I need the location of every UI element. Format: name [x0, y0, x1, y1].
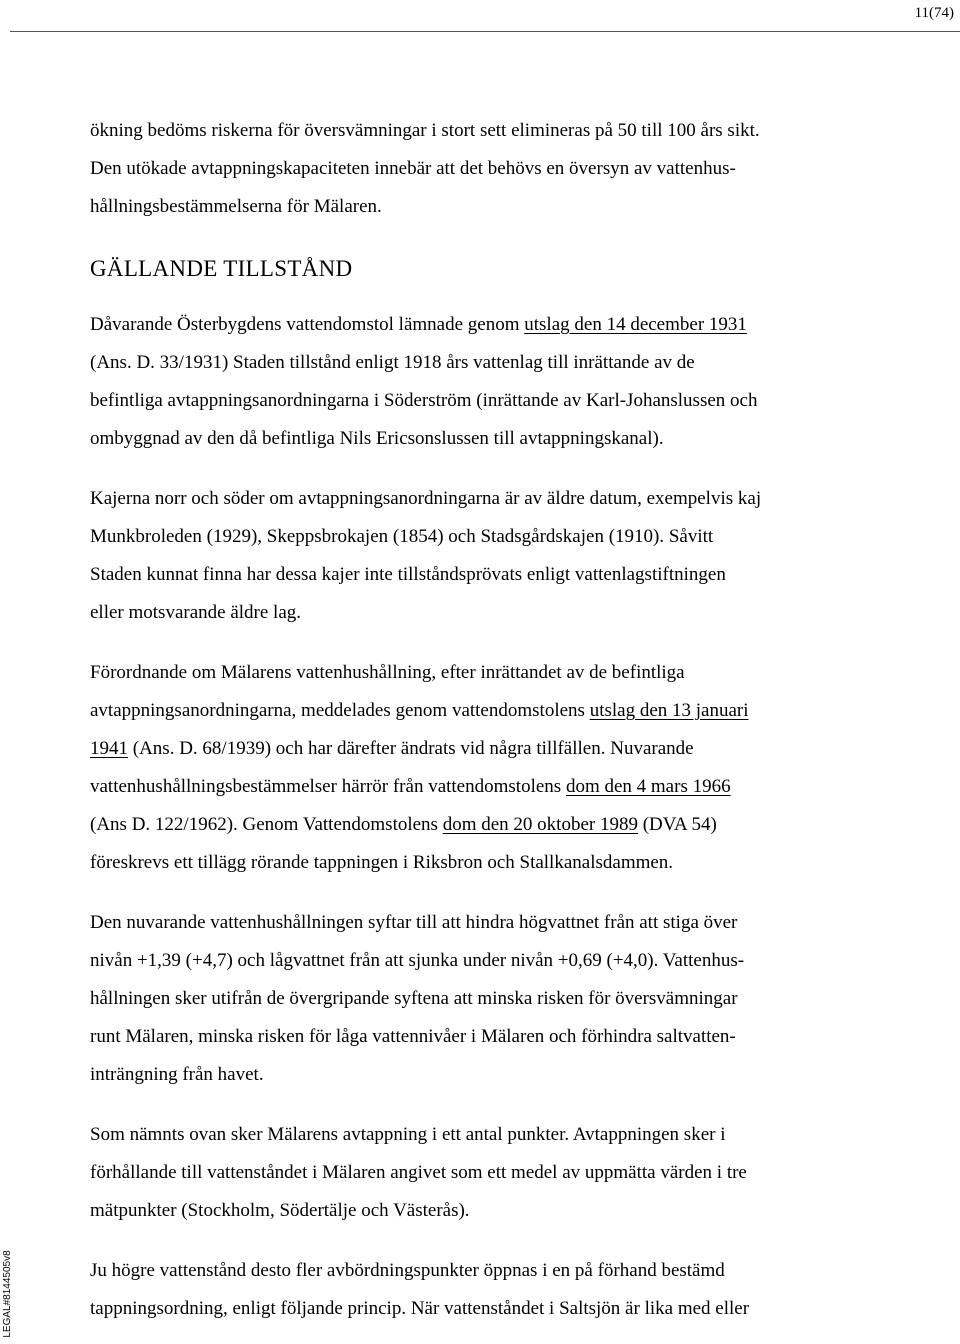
- text-line: mätpunkter (Stockholm, Södertälje och Västerås).: [90, 1200, 470, 1221]
- text-line: föreskrevs ett tillägg rörande tappningen i Riksbron och Stallkanalsdammen.: [90, 852, 674, 873]
- text-line: 1941 (Ans. D. 68/1939) och har därefter ändrats vid några tillfällen. Nuvarande: [90, 738, 694, 759]
- text-line: eller motsvarande äldre lag.: [90, 602, 302, 623]
- text-line: Ju högre vattenstånd desto fler avbördningspunkter öppnas i en på förhand bestämd: [90, 1260, 725, 1281]
- text-line: Munkbroleden (1929), Skeppsbrokajen (1854) och Stadsgårdskajen (1910). Såvitt: [90, 526, 714, 547]
- reference-link[interactable]: dom den 20 oktober 1989: [442, 814, 638, 835]
- text-line: avtappningsanordningarna, meddelades genom vattendomstolens utslag den 13 januari: [90, 700, 749, 721]
- text-line: ombyggnad av den då befintliga Nils Ericsonslussen till avtappningskanal).: [90, 428, 664, 449]
- text-line: inträngning från havet.: [90, 1064, 264, 1085]
- text-line: nivån +1,39 (+4,7) och lågvattnet från att sjunka under nivån +0,69 (+4,0). Vattenhus-: [90, 950, 745, 971]
- paragraph-regulation: [90, 654, 880, 882]
- text-line: Som nämnts ovan sker Mälarens avtappning i ett antal punkter. Avtappningen sker i: [90, 1124, 726, 1145]
- paragraph-current-management: [90, 904, 880, 1094]
- reference-link[interactable]: utslag den 13 januari: [589, 700, 749, 721]
- paragraph-tapping-order: [90, 1252, 880, 1328]
- text-line: runt Mälaren, minska risken för låga vattennivåer i Mälaren och förhindra saltvatten-: [90, 1026, 736, 1047]
- text-line: tappningsordning, enligt följande princip. När vattenståndet i Saltsjön är lika med eller: [90, 1298, 750, 1319]
- text-line: Förordnande om Mälarens vattenhushållning, efter inrättandet av de befintliga: [90, 662, 685, 683]
- text-line: hållningsbestämmelserna för Mälaren.: [90, 196, 382, 217]
- text-line: Dåvarande Österbygdens vattendomstol lämnade genom utslag den 14 december 1931: [90, 314, 747, 335]
- reference-link[interactable]: 1941: [90, 738, 128, 759]
- text-line: ökning bedöms riskerna för översvämningar i stort sett elimineras på 50 till 100 års sikt.: [90, 120, 760, 141]
- text-line: Kajerna norr och söder om avtappningsanordningarna är av äldre datum, exempelvis kaj: [90, 488, 762, 509]
- text-line: Den utökade avtappningskapaciteten innebär att det behövs en översyn av vattenhus-: [90, 158, 736, 179]
- header-rule: [10, 31, 960, 32]
- text-line: (Ans D. 122/1962). Genom Vattendomstolens dom den 20 oktober 1989 (DVA 54): [90, 814, 717, 835]
- paragraph-quays: [90, 480, 880, 632]
- text-line: hållningen sker utifrån de övergripande syftena att minska risken för översvämningar: [90, 988, 738, 1009]
- document-body: [90, 112, 880, 1328]
- text-line: Den nuvarande vattenhushållningen syftar till att hindra högvattnet från att stiga över: [90, 912, 738, 933]
- reference-link[interactable]: utslag den 14 december 1931: [524, 314, 747, 335]
- text-line: vattenhushållningsbestämmelser härrör från vattendomstolens dom den 4 mars 1966: [90, 776, 731, 797]
- text-line: (Ans. D. 33/1931) Staden tillstånd enligt 1918 års vattenlag till inrättande av de: [90, 352, 695, 373]
- intro-paragraph: [90, 112, 880, 226]
- text-line: Staden kunnat finna har dessa kajer inte tillståndsprövats enligt vattenlagstiftningen: [90, 564, 726, 585]
- paragraph-drainage-points: [90, 1116, 880, 1230]
- section-heading: GÄLLANDE TILLSTÅND: [90, 256, 353, 281]
- text-line: förhållande till vattenståndet i Mälaren angivet som ett medel av uppmätta värden i tre: [90, 1162, 747, 1183]
- paragraph-permit: [90, 306, 880, 458]
- document-reference-code: LEGAL#8144505v8: [2, 1250, 13, 1338]
- page-number: 11(74): [914, 5, 954, 21]
- text-line: befintliga avtappningsanordningarna i Söderström (inrättande av Karl-Johanslussen och: [90, 390, 758, 411]
- reference-link[interactable]: dom den 4 mars 1966: [565, 776, 731, 797]
